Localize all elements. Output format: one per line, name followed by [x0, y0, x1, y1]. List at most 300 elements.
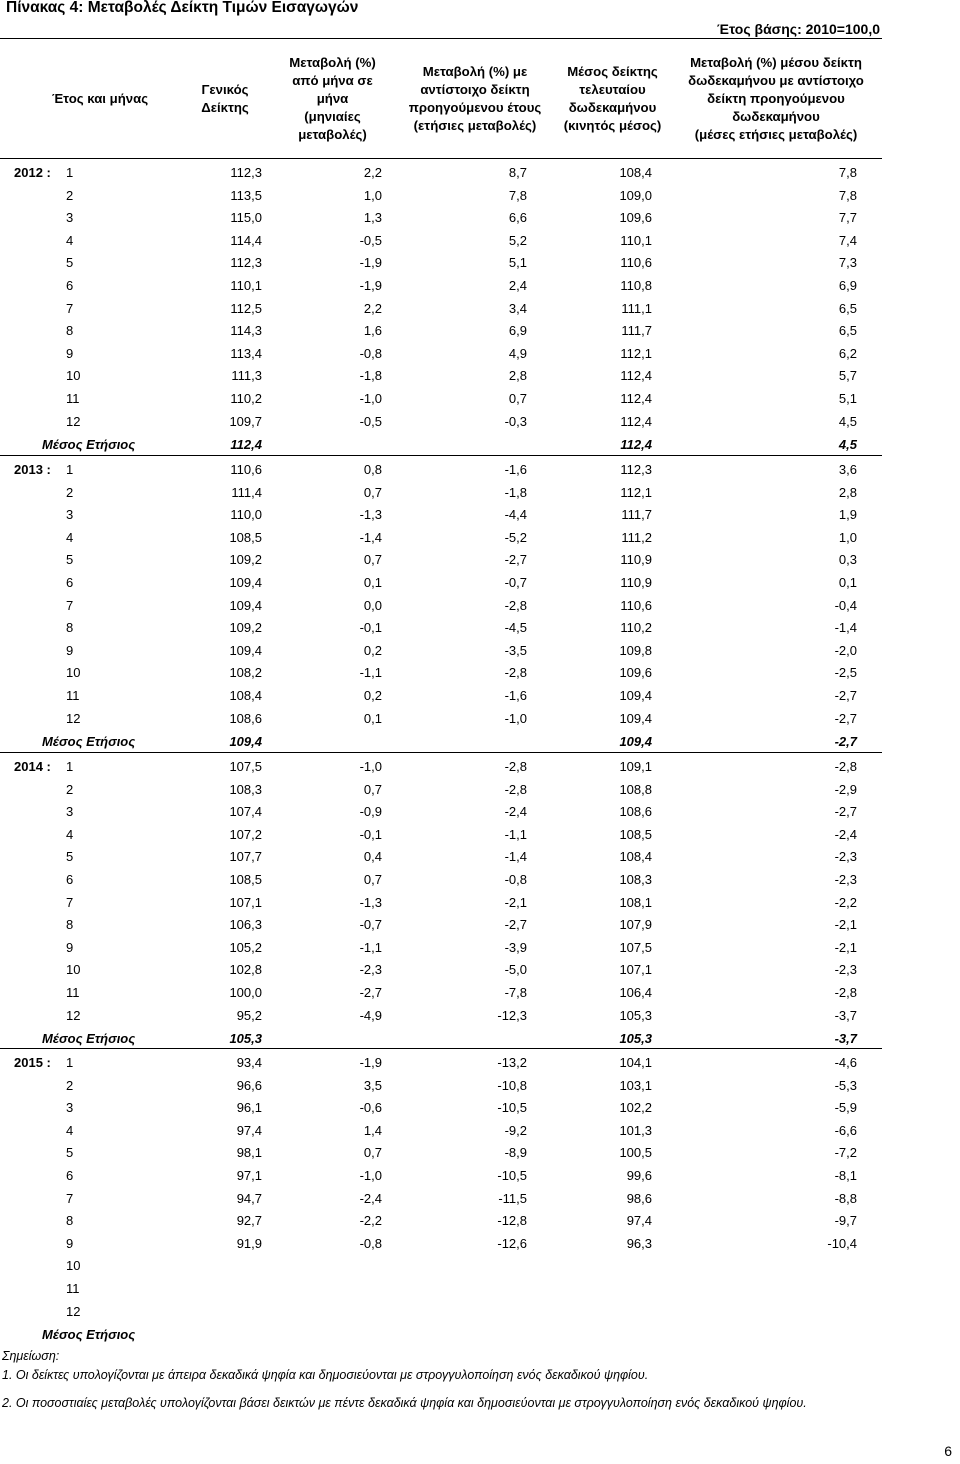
table-row [0, 662, 882, 684]
monthly-change-cell: -0,7 [359, 917, 382, 933]
monthly-change-cell: 0,7 [363, 484, 382, 500]
general-index-avg-cell: 105,3 [229, 1031, 262, 1047]
annual-change-cell: 2,8 [508, 368, 527, 384]
monthly-change-cell: 0,1 [363, 710, 382, 726]
avg-annual-change-cell: -10,4 [827, 1235, 857, 1251]
annual-change-cell: -1,8 [504, 484, 527, 500]
general-index-cell: 109,4 [229, 642, 262, 658]
avg-annual-change-cell: 6,5 [838, 300, 857, 316]
annual-change-cell: -1,1 [504, 826, 527, 842]
avg-annual-change-cell: -2,8 [834, 759, 857, 774]
moving-average-cell: 100,5 [619, 1145, 652, 1161]
annual-average-label: Μέσος Ετήσιος [42, 1327, 136, 1343]
general-index-cell: 111,4 [231, 484, 262, 500]
avg-annual-change-cell: 3,6 [838, 462, 857, 477]
moving-average-cell: 108,6 [619, 804, 652, 820]
avg-annual-change-avg-cell: 4,5 [838, 437, 857, 453]
general-index-avg-cell: 109,4 [229, 734, 262, 750]
month-cell: 5 [66, 849, 74, 865]
month-cell: 2 [66, 484, 74, 500]
table-row [0, 1188, 882, 1210]
table-row [0, 459, 882, 481]
month-cell: 11 [66, 985, 80, 1000]
annual-change-cell: -2,8 [504, 759, 527, 774]
annual-average-row [0, 731, 882, 753]
annual-change-cell: -2,8 [504, 781, 527, 797]
month-cell: 2 [66, 781, 74, 797]
month-cell: 4 [66, 826, 74, 842]
moving-average-cell: 97,4 [626, 1213, 652, 1229]
month-cell: 2 [66, 1077, 74, 1093]
avg-annual-change-cell: -2,1 [834, 939, 857, 955]
moving-average-cell: 110,6 [620, 255, 652, 271]
year-label: 2015 : [14, 1055, 51, 1070]
monthly-change-cell: 0,7 [363, 872, 382, 887]
general-index-cell: 109,2 [229, 552, 262, 568]
monthly-change-cell: -1,8 [359, 368, 382, 384]
moving-average-cell: 109,8 [619, 642, 652, 658]
annual-change-cell: -0,7 [504, 575, 527, 590]
avg-annual-change-cell: -1,4 [834, 620, 857, 636]
table-row [0, 504, 882, 526]
general-index-cell: 112,3 [230, 255, 262, 271]
monthly-change-cell: -1,1 [359, 665, 382, 681]
month-cell: 1 [66, 759, 74, 774]
general-index-cell: 113,5 [230, 187, 262, 203]
month-cell: 3 [66, 804, 74, 820]
header-moving-average: Μέσος δείκτης τελευταίου δωδεκαμήνου (κινητός μέσος) [563, 64, 662, 133]
monthly-change-cell: -0,9 [359, 804, 382, 820]
monthly-change-cell: 1,3 [363, 210, 382, 226]
avg-annual-change-cell: 7,7 [838, 210, 857, 226]
annual-change-cell: -4,5 [504, 620, 527, 636]
month-cell: 12 [66, 710, 81, 726]
monthly-change-cell: -1,0 [359, 759, 382, 774]
annual-change-cell: -2,7 [504, 552, 527, 568]
moving-average-cell: 104,1 [619, 1055, 652, 1070]
table-row [0, 1210, 882, 1232]
annual-change-cell: -0,3 [504, 413, 527, 429]
month-cell: 1 [66, 1055, 74, 1070]
table-row [0, 298, 882, 320]
month-cell: 4 [66, 1122, 74, 1138]
monthly-change-cell: -0,1 [359, 826, 382, 842]
table-row [0, 1255, 882, 1277]
moving-average-cell: 108,4 [619, 849, 652, 865]
table-row [0, 595, 882, 617]
table-row [0, 482, 882, 504]
moving-average-cell: 109,6 [619, 665, 652, 681]
monthly-change-cell: 0,2 [363, 642, 382, 658]
annual-change-cell: 4,9 [508, 345, 527, 361]
table-row [0, 869, 882, 891]
moving-average-cell: 110,9 [620, 552, 652, 568]
moving-average-cell: 108,8 [619, 781, 652, 797]
month-cell: 7 [66, 300, 74, 316]
general-index-cell: 108,5 [229, 529, 262, 545]
general-index-avg-cell: 112,4 [230, 437, 262, 453]
month-cell: 9 [66, 642, 74, 658]
annual-change-cell: 5,1 [508, 255, 527, 271]
table-row [0, 388, 882, 410]
avg-annual-change-cell: 5,1 [838, 391, 857, 406]
annual-change-cell: -8,9 [504, 1145, 527, 1161]
table-row [0, 1301, 882, 1323]
monthly-change-cell: -0,5 [359, 232, 382, 248]
general-index-cell: 110,2 [230, 391, 262, 406]
monthly-change-cell: 0,7 [363, 552, 382, 568]
annual-average-row [0, 1028, 882, 1050]
general-index-cell: 93,4 [236, 1055, 262, 1070]
monthly-change-cell: -1,4 [359, 529, 382, 545]
note-2: 2. Οι ποσοστιαίες μεταβολές υπολογίζονται βάσει δεικτών με πέντε δεκαδικά ψηφία και δημοσιεύονται με στρογγυλοποίηση ενός δεκαδικού ψηφίου. [2, 1396, 807, 1410]
month-cell: 1 [66, 462, 74, 477]
annual-change-cell: -10,8 [497, 1077, 527, 1093]
month-cell: 9 [66, 939, 74, 955]
table-row [0, 1278, 882, 1300]
table-row [0, 527, 882, 549]
general-index-cell: 107,4 [229, 804, 262, 820]
avg-annual-change-cell: -2,3 [834, 962, 857, 978]
table-row [0, 892, 882, 914]
moving-average-avg-cell: 109,4 [619, 734, 652, 750]
avg-annual-change-cell: 6,5 [838, 323, 857, 339]
general-index-cell: 98,1 [236, 1145, 262, 1161]
month-cell: 5 [66, 255, 74, 271]
moving-average-cell: 107,1 [619, 962, 652, 978]
month-cell: 5 [66, 1145, 74, 1161]
moving-average-cell: 112,1 [620, 484, 652, 500]
moving-average-cell: 112,4 [620, 368, 652, 384]
month-cell: 3 [66, 1100, 74, 1116]
general-index-cell: 92,7 [236, 1213, 262, 1229]
month-cell: 11 [66, 391, 80, 406]
header-general-index: Γενικός Δείκτης [201, 82, 249, 115]
monthly-change-cell: 0,1 [363, 575, 382, 590]
general-index-cell: 105,2 [229, 939, 262, 955]
annual-change-cell: -0,8 [504, 872, 527, 887]
annual-change-cell: -12,8 [497, 1213, 527, 1229]
general-index-cell: 110,0 [230, 507, 262, 523]
avg-annual-change-cell: 6,2 [838, 345, 857, 361]
month-cell: 7 [66, 894, 74, 910]
monthly-change-cell: -1,9 [359, 255, 382, 271]
monthly-change-cell: 0,4 [363, 849, 382, 865]
general-index-cell: 108,4 [229, 688, 262, 703]
table-row [0, 252, 882, 274]
monthly-change-cell: -1,3 [359, 894, 382, 910]
monthly-change-cell: 0,7 [363, 781, 382, 797]
avg-annual-change-cell: -5,3 [834, 1077, 857, 1093]
table-row [0, 824, 882, 846]
month-cell: 6 [66, 1168, 74, 1183]
general-index-cell: 108,2 [229, 665, 262, 681]
avg-annual-change-cell: -2,8 [834, 985, 857, 1000]
moving-average-cell: 109,1 [619, 759, 652, 774]
annual-change-cell: 3,4 [508, 300, 527, 316]
avg-annual-change-cell: 7,3 [838, 255, 857, 271]
month-cell: 6 [66, 278, 74, 293]
table-row [0, 230, 882, 252]
general-index-cell: 114,4 [230, 232, 262, 248]
annual-change-cell: -3,5 [504, 642, 527, 658]
table-row [0, 617, 882, 639]
avg-annual-change-cell: 4,5 [838, 413, 857, 429]
general-index-cell: 107,7 [229, 849, 262, 865]
general-index-cell: 112,3 [230, 165, 262, 180]
general-index-cell: 111,3 [231, 368, 262, 384]
monthly-change-cell: -1,9 [359, 1055, 382, 1070]
monthly-change-cell: -1,0 [359, 1168, 382, 1183]
annual-change-cell: -2,4 [504, 804, 527, 820]
annual-change-cell: 0,7 [508, 391, 527, 406]
monthly-change-cell: 1,0 [363, 187, 382, 203]
month-cell: 8 [66, 917, 74, 933]
header-top-rule [0, 38, 882, 39]
monthly-change-cell: -1,9 [359, 278, 382, 293]
general-index-cell: 107,2 [229, 826, 262, 842]
moving-average-cell: 98,6 [626, 1190, 652, 1206]
monthly-change-cell: -0,1 [359, 620, 382, 636]
monthly-change-cell: -2,2 [359, 1213, 382, 1229]
year-separator [0, 752, 882, 753]
moving-average-avg-cell: 105,3 [619, 1031, 652, 1047]
avg-annual-change-cell: -0,4 [834, 597, 857, 613]
moving-average-cell: 99,6 [626, 1168, 652, 1183]
moving-average-cell: 112,4 [620, 391, 652, 406]
annual-average-label: Μέσος Ετήσιος [42, 1031, 136, 1047]
monthly-change-cell: -0,8 [359, 1235, 382, 1251]
moving-average-cell: 108,1 [619, 894, 652, 910]
general-index-cell: 109,4 [229, 575, 262, 590]
avg-annual-change-cell: 1,9 [838, 507, 857, 523]
avg-annual-change-cell: -2,3 [834, 849, 857, 865]
table-row [0, 1233, 882, 1255]
moving-average-cell: 112,3 [620, 462, 652, 477]
annual-change-cell: 5,2 [508, 232, 527, 248]
monthly-change-cell: 3,5 [363, 1077, 382, 1093]
annual-average-row [0, 434, 882, 456]
annual-change-cell: 6,6 [508, 210, 527, 226]
annual-change-cell: -11,5 [498, 1190, 527, 1206]
annual-change-cell: -2,1 [504, 894, 527, 910]
annual-change-cell: 6,9 [508, 323, 527, 339]
general-index-cell: 109,7 [229, 413, 262, 429]
month-cell: 2 [66, 187, 74, 203]
avg-annual-change-cell: -3,7 [834, 1007, 857, 1023]
general-index-cell: 95,2 [236, 1007, 262, 1023]
table-row [0, 1142, 882, 1164]
moving-average-cell: 110,2 [620, 620, 652, 636]
year-separator [0, 455, 882, 456]
table-row [0, 1005, 882, 1027]
annual-change-cell: -1,6 [504, 462, 527, 477]
avg-annual-change-cell: -9,7 [834, 1213, 857, 1229]
month-cell: 12 [66, 1007, 81, 1023]
table-row [0, 801, 882, 823]
table-row [0, 708, 882, 730]
moving-average-cell: 111,7 [621, 507, 652, 523]
month-cell: 11 [66, 688, 80, 703]
table-row [0, 846, 882, 868]
annual-change-cell: -5,2 [504, 529, 527, 545]
avg-annual-change-cell: 1,0 [838, 529, 857, 545]
notes-label: Σημείωση: [2, 1349, 60, 1363]
annual-change-cell: -3,9 [504, 939, 527, 955]
annual-change-cell: -1,6 [504, 688, 527, 703]
header-monthly-change: Μεταβολή (%) από μήνα σε μήνα (μηνιαίες μεταβολές) [289, 55, 376, 142]
moving-average-cell: 108,5 [619, 826, 652, 842]
month-cell: 3 [66, 507, 74, 523]
moving-average-cell: 111,2 [621, 529, 652, 545]
month-cell: 8 [66, 620, 74, 636]
annual-change-cell: -2,8 [504, 597, 527, 613]
moving-average-cell: 108,4 [619, 165, 652, 180]
moving-average-cell: 107,9 [619, 917, 652, 933]
table-row [0, 1165, 882, 1187]
month-cell: 11 [66, 1281, 80, 1296]
monthly-change-cell: 0,7 [363, 1145, 382, 1161]
annual-change-cell: -9,2 [504, 1122, 527, 1138]
general-index-cell: 97,4 [236, 1122, 262, 1138]
general-index-cell: 108,5 [229, 872, 262, 887]
avg-annual-change-cell: 0,3 [838, 552, 857, 568]
annual-change-cell: -12,3 [497, 1007, 527, 1023]
general-index-cell: 112,5 [230, 300, 262, 316]
month-cell: 1 [66, 165, 74, 180]
monthly-change-cell: -4,9 [359, 1007, 382, 1023]
annual-change-cell: 8,7 [508, 165, 527, 180]
monthly-change-cell: 0,2 [363, 688, 382, 703]
moving-average-cell: 107,5 [619, 939, 652, 955]
moving-average-cell: 109,4 [619, 688, 652, 703]
month-cell: 7 [66, 597, 74, 613]
avg-annual-change-cell: -2,0 [834, 642, 857, 658]
month-cell: 4 [66, 232, 74, 248]
avg-annual-change-cell: -2,7 [834, 710, 857, 726]
general-index-cell: 107,5 [229, 759, 262, 774]
table-row [0, 1120, 882, 1142]
table-row [0, 685, 882, 707]
year-label: 2014 : [14, 759, 51, 774]
month-cell: 9 [66, 1235, 74, 1251]
table-row [0, 937, 882, 959]
moving-average-cell: 101,3 [619, 1122, 652, 1138]
table-row [0, 982, 882, 1004]
table-row [0, 275, 882, 297]
table-row [0, 572, 882, 594]
avg-annual-change-cell: -2,9 [834, 781, 857, 797]
general-index-cell: 110,6 [230, 462, 262, 477]
general-index-cell: 107,1 [229, 894, 262, 910]
month-cell: 10 [66, 665, 81, 681]
table-row [0, 207, 882, 229]
annual-change-cell: 7,8 [508, 187, 527, 203]
monthly-change-cell: -0,6 [359, 1100, 382, 1116]
month-cell: 10 [66, 1258, 81, 1274]
header-average-annual-change: Μεταβολή (%) μέσου δείκτη δωδεκαμήνου με αντίστοιχο δείκτη προηγούμενου δωδεκαμήνου (μέσες ετήσιες μεταβολές) [688, 55, 864, 142]
monthly-change-cell: -1,1 [359, 939, 382, 955]
avg-annual-change-cell: -6,6 [834, 1122, 857, 1138]
avg-annual-change-cell: 6,9 [838, 278, 857, 293]
moving-average-cell: 109,4 [619, 710, 652, 726]
monthly-change-cell: 0,0 [363, 597, 382, 613]
table-row [0, 640, 882, 662]
monthly-change-cell: -2,3 [359, 962, 382, 978]
avg-annual-change-avg-cell: -2,7 [834, 734, 857, 750]
moving-average-cell: 105,3 [619, 1007, 652, 1023]
table-row [0, 1052, 882, 1074]
month-cell: 10 [66, 368, 81, 384]
page-number: 6 [944, 1443, 952, 1459]
monthly-change-cell: 2,2 [363, 165, 382, 180]
month-cell: 7 [66, 1190, 74, 1206]
avg-annual-change-cell: -2,7 [834, 688, 857, 703]
table-row [0, 1075, 882, 1097]
monthly-change-cell: -0,8 [359, 345, 382, 361]
table-row [0, 320, 882, 342]
moving-average-cell: 112,4 [620, 413, 652, 429]
annual-change-cell: -2,7 [504, 917, 527, 933]
table-row [0, 411, 882, 433]
month-cell: 6 [66, 575, 74, 590]
month-cell: 4 [66, 529, 74, 545]
avg-annual-change-cell: -2,5 [834, 665, 857, 681]
annual-change-cell: -1,4 [504, 849, 527, 865]
base-year-label: Έτος βάσης: 2010=100,0 [717, 21, 880, 37]
general-index-cell: 94,7 [236, 1190, 262, 1206]
table-row [0, 343, 882, 365]
monthly-change-cell: -2,7 [359, 985, 382, 1000]
table-row [0, 756, 882, 778]
monthly-change-cell: -0,5 [359, 413, 382, 429]
annual-change-cell: -5,0 [504, 962, 527, 978]
moving-average-cell: 103,1 [619, 1077, 652, 1093]
monthly-change-cell: 1,4 [363, 1122, 382, 1138]
month-cell: 12 [66, 1303, 81, 1319]
annual-average-row [0, 1324, 882, 1346]
annual-change-cell: -7,8 [504, 985, 527, 1000]
note-1: 1. Οι δείκτες υπολογίζονται με άπειρα δεκαδικά ψηφία και δημοσιεύονται με στρογγυλοποίηση ενός δεκαδικού ψηφίου. [2, 1368, 649, 1382]
general-index-cell: 108,6 [229, 710, 262, 726]
avg-annual-change-cell: 7,8 [838, 187, 857, 203]
year-separator [0, 1048, 882, 1049]
table-row [0, 365, 882, 387]
avg-annual-change-cell: -8,8 [834, 1190, 857, 1206]
avg-annual-change-cell: -7,2 [834, 1145, 857, 1161]
avg-annual-change-cell: -4,6 [834, 1055, 857, 1070]
table-row [0, 959, 882, 981]
general-index-cell: 115,0 [230, 210, 262, 226]
header-bottom-rule [0, 158, 882, 159]
general-index-cell: 106,3 [229, 917, 262, 933]
general-index-cell: 114,3 [230, 323, 262, 339]
avg-annual-change-cell: 2,8 [838, 484, 857, 500]
monthly-change-cell: 0,8 [363, 462, 382, 477]
moving-average-cell: 106,4 [619, 985, 652, 1000]
page-title: Πίνακας 4: Μεταβολές Δείκτη Τιμών Εισαγωγών [6, 0, 359, 16]
general-index-cell: 96,6 [236, 1077, 262, 1093]
annual-change-cell: -10,5 [497, 1168, 527, 1183]
moving-average-cell: 109,0 [619, 187, 652, 203]
header-annual-change: Μεταβολή (%) με αντίστοιχο δείκτη προηγούμενου έτους (ετήσιες μεταβολές) [408, 64, 542, 133]
general-index-cell: 91,9 [236, 1235, 262, 1251]
year-label: 2013 : [14, 462, 51, 477]
general-index-cell: 108,3 [229, 781, 262, 797]
annual-change-cell: 2,4 [508, 278, 527, 293]
general-index-cell: 109,2 [229, 620, 262, 636]
annual-average-label: Μέσος Ετήσιος [42, 734, 136, 750]
